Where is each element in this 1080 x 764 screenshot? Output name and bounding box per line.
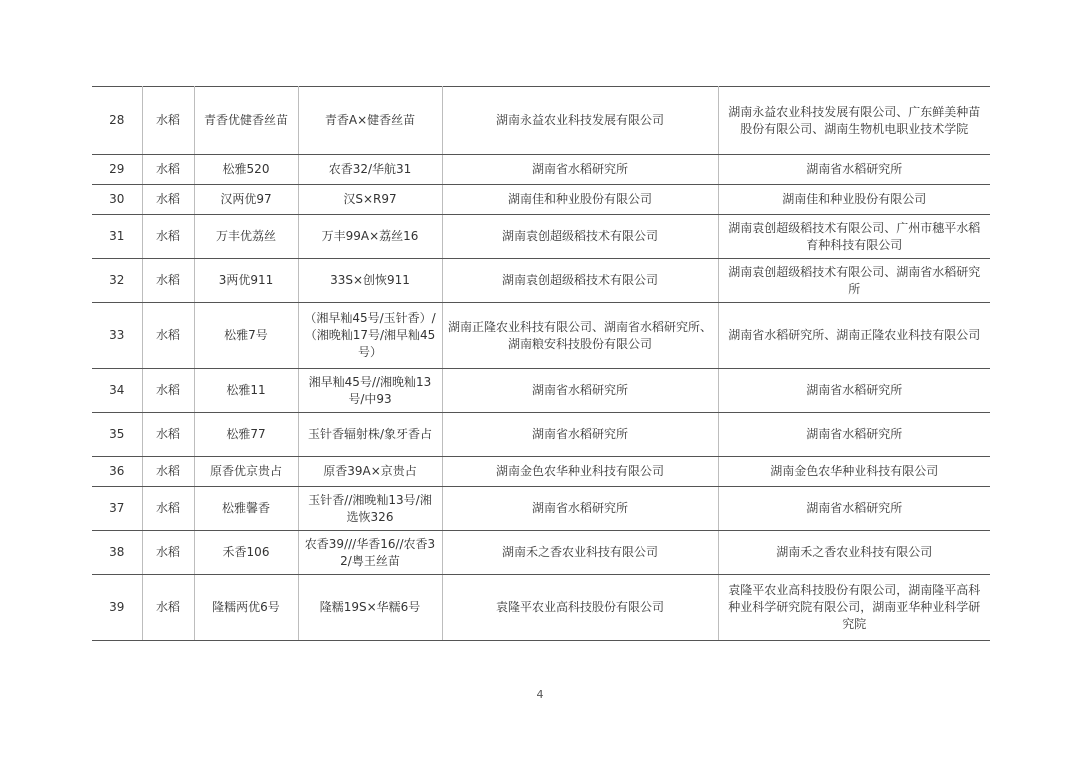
cell-applicant: 袁隆平农业高科技股份有限公司 xyxy=(442,575,718,641)
cell-breeder: 湖南袁创超级稻技术有限公司、广州市穗平水稻育种科技有限公司 xyxy=(718,215,990,259)
cell-variety: 汉两优97 xyxy=(194,185,298,215)
table-row xyxy=(92,531,990,575)
cell-crop: 水稻 xyxy=(142,457,194,487)
table-row xyxy=(92,487,990,531)
cell-variety: 松雅7号 xyxy=(194,303,298,369)
cell-breeder: 湖南省水稻研究所、湖南正隆农业科技有限公司 xyxy=(718,303,990,369)
cell-applicant: 湖南金色农华种业科技有限公司 xyxy=(442,457,718,487)
cell-number: 31 xyxy=(92,215,142,259)
cell-breeder: 湖南禾之香农业科技有限公司 xyxy=(718,531,990,575)
cell-applicant: 湖南省水稻研究所 xyxy=(442,369,718,413)
cell-variety: 原香优京贵占 xyxy=(194,457,298,487)
cell-crop: 水稻 xyxy=(142,575,194,641)
table-body xyxy=(92,87,990,641)
cell-parents: 汉S×R97 xyxy=(298,185,442,215)
table-row xyxy=(92,185,990,215)
table-row xyxy=(92,259,990,303)
cell-parents: 原香39A×京贵占 xyxy=(298,457,442,487)
cell-parents: 青香A×健香丝苗 xyxy=(298,87,442,155)
cell-number: 32 xyxy=(92,259,142,303)
page-number: 4 xyxy=(536,688,544,701)
cell-variety: 松雅77 xyxy=(194,413,298,457)
cell-number: 39 xyxy=(92,575,142,641)
cell-parents: 农香39///华香16//农香32/粤王丝苗 xyxy=(298,531,442,575)
cell-breeder: 湖南袁创超级稻技术有限公司、湖南省水稻研究所 xyxy=(718,259,990,303)
cell-crop: 水稻 xyxy=(142,215,194,259)
cell-parents: 湘早籼45号//湘晚籼13号/中93 xyxy=(298,369,442,413)
table-row xyxy=(92,575,990,641)
table-row xyxy=(92,303,990,369)
cell-variety: 松雅11 xyxy=(194,369,298,413)
cell-number: 37 xyxy=(92,487,142,531)
cell-crop: 水稻 xyxy=(142,185,194,215)
cell-applicant: 湖南禾之香农业科技有限公司 xyxy=(442,531,718,575)
cell-crop: 水稻 xyxy=(142,155,194,185)
cell-number: 34 xyxy=(92,369,142,413)
cell-breeder: 湖南省水稻研究所 xyxy=(718,369,990,413)
cell-applicant: 湖南袁创超级稻技术有限公司 xyxy=(442,215,718,259)
cell-number: 35 xyxy=(92,413,142,457)
cell-parents: 33S×创恢911 xyxy=(298,259,442,303)
cell-variety: 松雅馨香 xyxy=(194,487,298,531)
cell-applicant: 湖南永益农业科技发展有限公司 xyxy=(442,87,718,155)
cell-crop: 水稻 xyxy=(142,87,194,155)
cell-crop: 水稻 xyxy=(142,487,194,531)
cell-crop: 水稻 xyxy=(142,413,194,457)
cell-crop: 水稻 xyxy=(142,259,194,303)
cell-number: 33 xyxy=(92,303,142,369)
cell-breeder: 湖南省水稻研究所 xyxy=(718,487,990,531)
cell-number: 36 xyxy=(92,457,142,487)
cell-number: 29 xyxy=(92,155,142,185)
cell-parents: 隆糯19S×华糯6号 xyxy=(298,575,442,641)
cell-variety: 隆糯两优6号 xyxy=(194,575,298,641)
cell-breeder: 湖南省水稻研究所 xyxy=(718,413,990,457)
cell-crop: 水稻 xyxy=(142,303,194,369)
cell-breeder: 袁隆平农业高科技股份有限公司，湖南隆平高科种业科学研究院有限公司，湖南亚华种业科学研究院 xyxy=(718,575,990,641)
cell-breeder: 湖南佳和种业股份有限公司 xyxy=(718,185,990,215)
cell-applicant: 湖南袁创超级稻技术有限公司 xyxy=(442,259,718,303)
variety-registration-table xyxy=(92,86,990,641)
cell-variety: 禾香106 xyxy=(194,531,298,575)
cell-parents: 玉针香辐射株/象牙香占 xyxy=(298,413,442,457)
cell-applicant: 湖南省水稻研究所 xyxy=(442,155,718,185)
table-row xyxy=(92,215,990,259)
cell-parents: 农香32/华航31 xyxy=(298,155,442,185)
cell-breeder: 湖南永益农业科技发展有限公司、广东鲜美种苗股份有限公司、湖南生物机电职业技术学院 xyxy=(718,87,990,155)
cell-applicant: 湖南佳和种业股份有限公司 xyxy=(442,185,718,215)
cell-number: 28 xyxy=(92,87,142,155)
cell-parents: 玉针香//湘晚籼13号/湘选恢326 xyxy=(298,487,442,531)
cell-parents: 万丰99A×荔丝16 xyxy=(298,215,442,259)
cell-variety: 青香优健香丝苗 xyxy=(194,87,298,155)
cell-variety: 3两优911 xyxy=(194,259,298,303)
table-row xyxy=(92,369,990,413)
cell-number: 38 xyxy=(92,531,142,575)
cell-breeder: 湖南省水稻研究所 xyxy=(718,155,990,185)
cell-breeder: 湖南金色农华种业科技有限公司 xyxy=(718,457,990,487)
cell-variety: 万丰优荔丝 xyxy=(194,215,298,259)
cell-crop: 水稻 xyxy=(142,369,194,413)
cell-applicant: 湖南省水稻研究所 xyxy=(442,487,718,531)
cell-applicant: 湖南正隆农业科技有限公司、湖南省水稻研究所、湖南粮安科技股份有限公司 xyxy=(442,303,718,369)
cell-applicant: 湖南省水稻研究所 xyxy=(442,413,718,457)
table-row xyxy=(92,155,990,185)
cell-crop: 水稻 xyxy=(142,531,194,575)
cell-parents: （湘早籼45号/玉针香）/（湘晚籼17号/湘早籼45号） xyxy=(298,303,442,369)
cell-number: 30 xyxy=(92,185,142,215)
table-row xyxy=(92,413,990,457)
table-row xyxy=(92,87,990,155)
table-row xyxy=(92,457,990,487)
cell-variety: 松雅520 xyxy=(194,155,298,185)
